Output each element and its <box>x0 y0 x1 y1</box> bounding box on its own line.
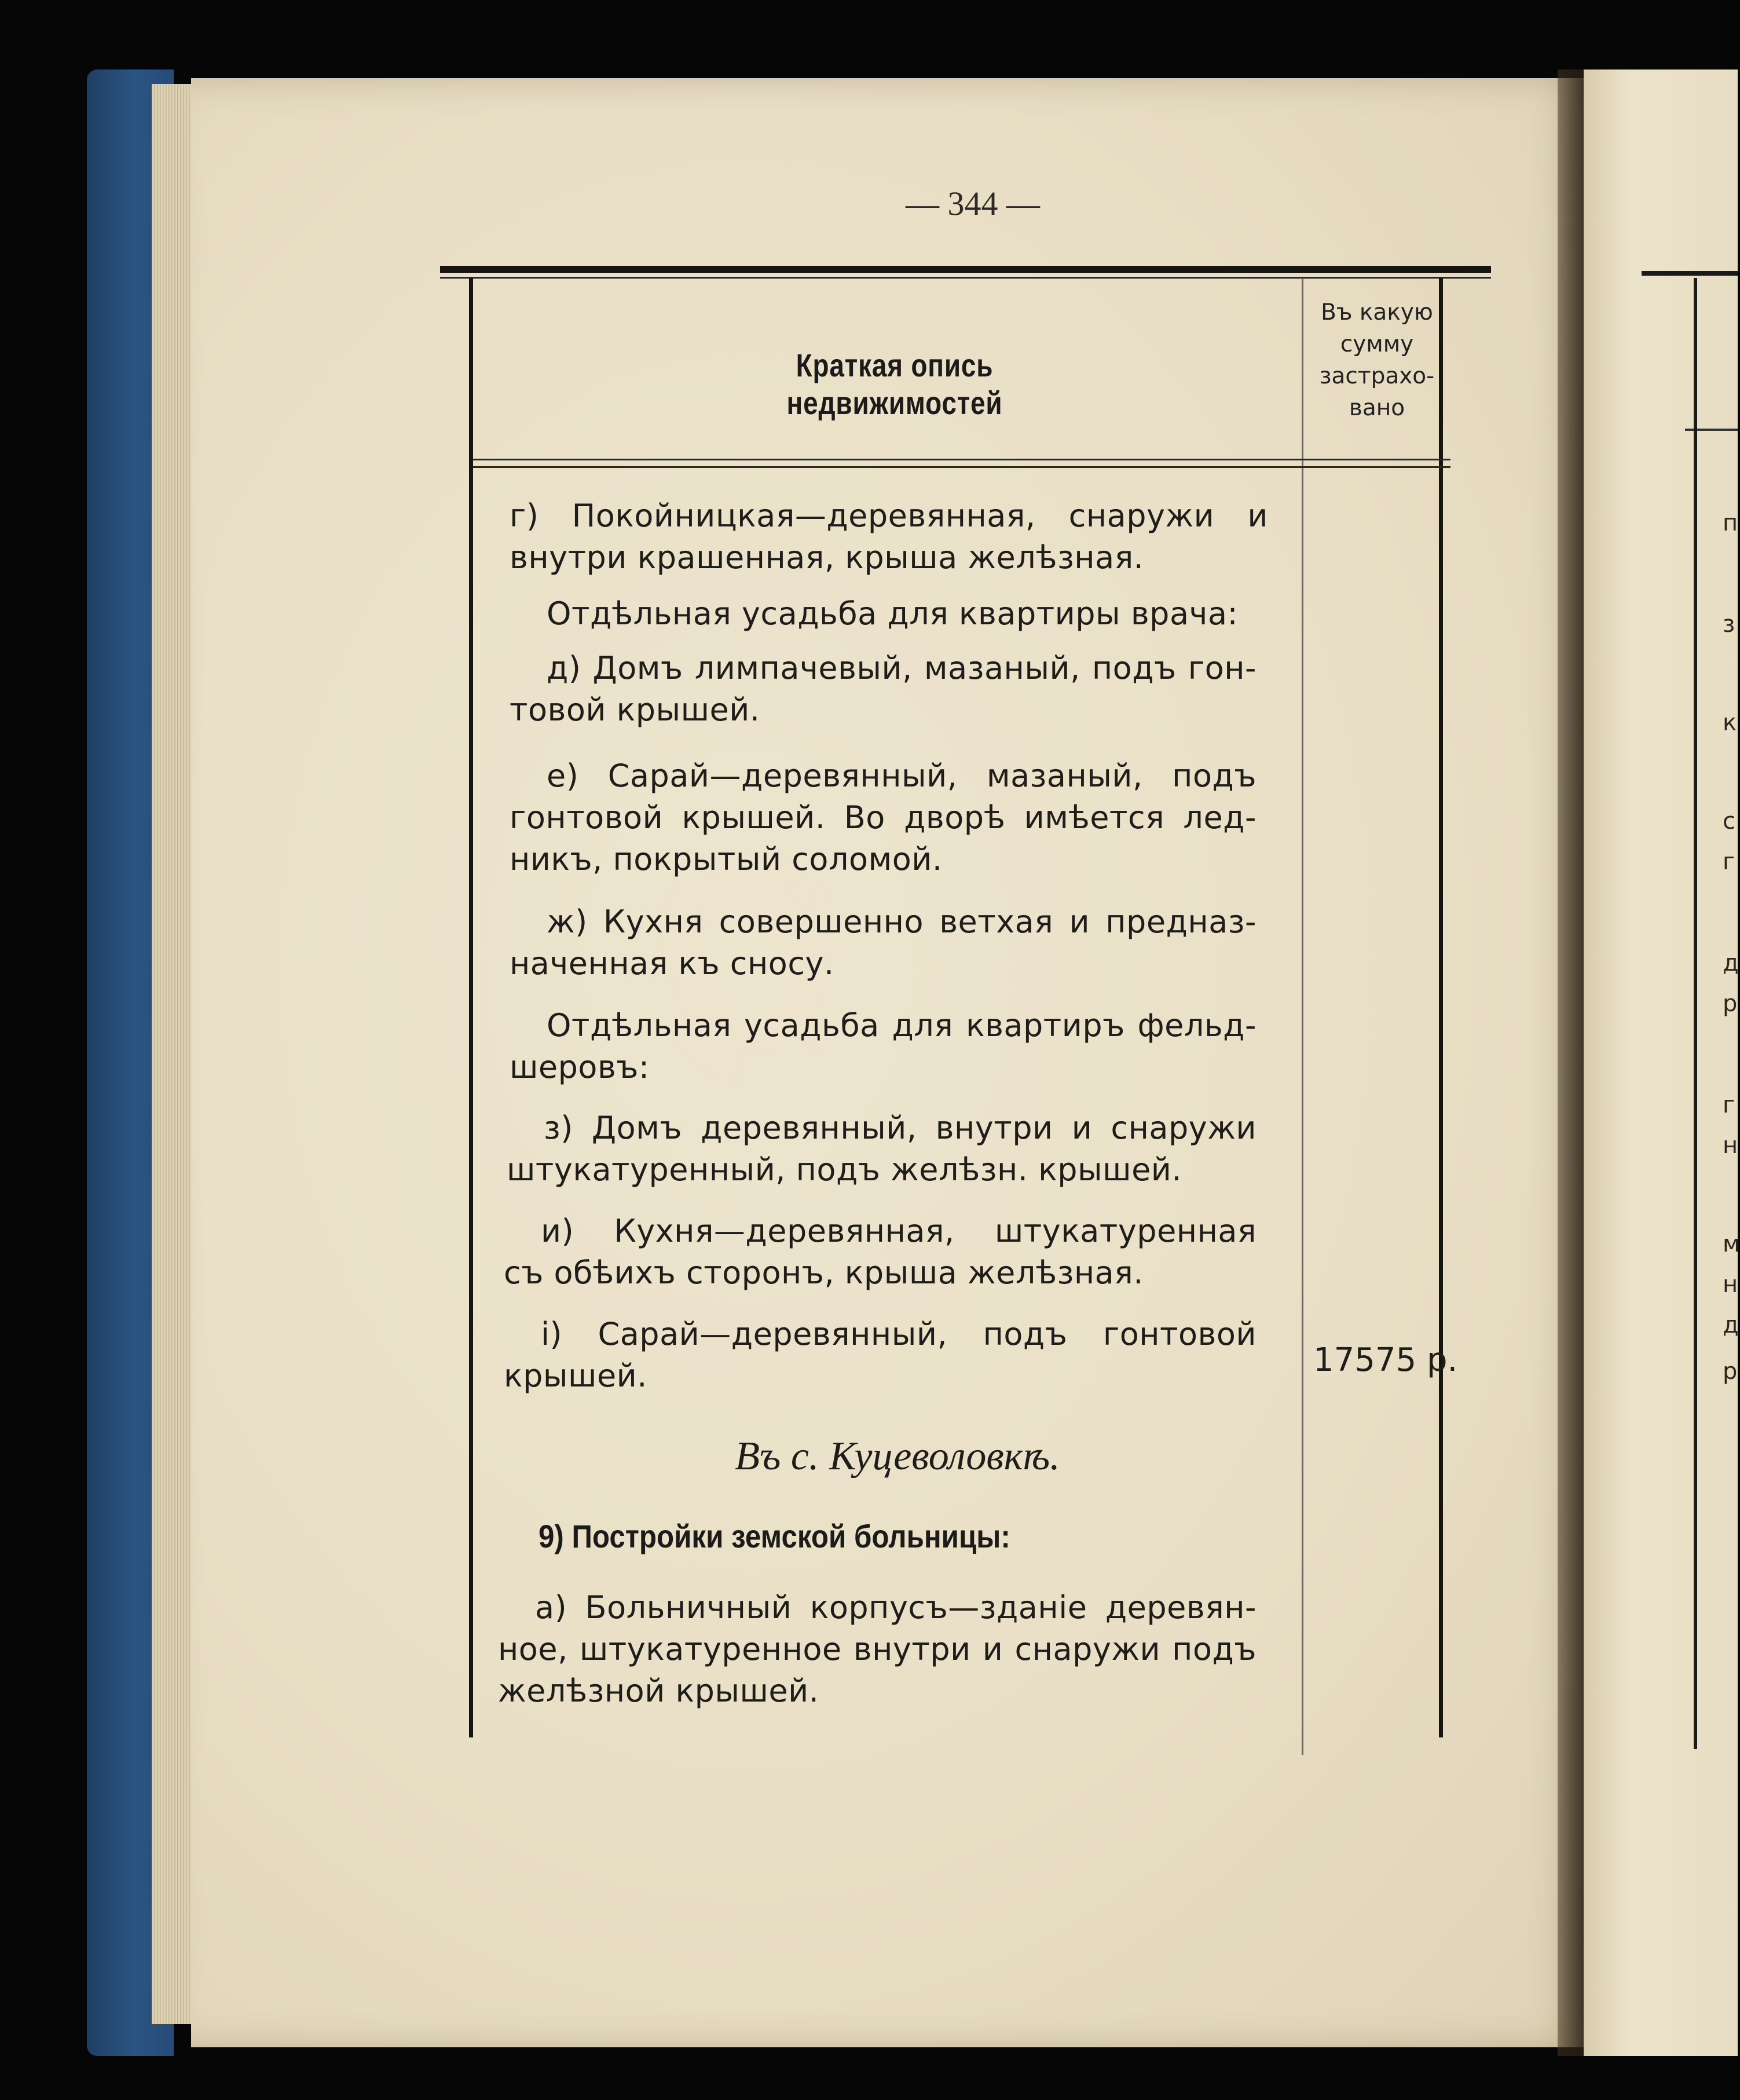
table-right-border <box>1439 278 1443 1737</box>
sum-column-line: Въ какую <box>1321 299 1433 325</box>
entry-d <box>510 647 1257 731</box>
table-top-rule <box>440 266 1491 273</box>
entry-line: внутри крашенная, крыша желѣзная. <box>510 539 1144 576</box>
entry-line: гонтовой крышей. Во дворѣ имѣется лед- <box>510 799 1257 836</box>
page-number: — 344 — <box>906 185 1040 222</box>
entry-line: і) Сарай—деревянный, подъ гонтовой <box>541 1316 1257 1352</box>
section-title: 9) Постройки земской больницы: <box>539 1518 1010 1554</box>
sum-column-line: сумму <box>1340 331 1414 357</box>
right-page-fragment: м <box>1723 1231 1740 1257</box>
entry-feldsher-estate <box>510 1005 1257 1088</box>
right-page-fragment: д <box>1723 950 1739 976</box>
right-page-fragment: р <box>1723 1358 1738 1385</box>
entry-line: Отдѣльная усадьба для квартиры врача: <box>547 595 1239 632</box>
table-left-border <box>469 278 473 1737</box>
right-page-fragment: д <box>1723 1312 1739 1338</box>
right-page-fragment: с <box>1723 808 1735 835</box>
right-page-fragment: г <box>1723 1092 1735 1118</box>
sum-column-line: вано <box>1349 395 1405 421</box>
entry-line: шеровъ: <box>510 1049 650 1085</box>
entry-line: а) Больничный корпусъ—зданіе деревян- <box>535 1589 1257 1626</box>
entry-z <box>507 1107 1257 1191</box>
entry-line: никъ, покрытый соломой. <box>510 841 943 877</box>
insured-amount: 17575 р. <box>1313 1341 1458 1379</box>
entry-doctor-estate <box>547 593 1308 635</box>
right-page-rule <box>1642 271 1738 276</box>
right-page-edge <box>1584 69 1738 2056</box>
right-page-column-line <box>1694 278 1697 1749</box>
entry-line: наченная къ сносу. <box>510 945 834 982</box>
right-page-fragment: к <box>1723 709 1737 736</box>
village-heading: Въ с. Куцеволовкѣ. <box>735 1434 1060 1479</box>
entry-i-decimal <box>504 1314 1257 1397</box>
entry-line: ное, штукатуренное внутри и снаружи подъ <box>498 1631 1257 1667</box>
right-page-fragment: п <box>1723 510 1738 536</box>
entry-line: е) Сарай—деревянный, мазаный, подъ <box>547 758 1257 794</box>
entry-line: г) Покойницкая—деревянная, снаружи и <box>510 497 1268 534</box>
entry-line: желѣзной крышей. <box>498 1673 819 1709</box>
section-entry-a <box>498 1587 1257 1712</box>
table-header-rule <box>473 459 1450 460</box>
entry-e <box>510 755 1257 880</box>
sum-column-line: застрахо- <box>1319 363 1435 389</box>
entry-line: з) Домъ деревянный, внутри и снаружи <box>544 1110 1257 1146</box>
entry-line: съ обѣихъ сторонъ, крыша желѣзная. <box>504 1254 1144 1291</box>
entry-zh <box>510 901 1257 985</box>
right-page-fragment: н <box>1723 1271 1738 1298</box>
bleed-through-text <box>1123 316 1131 357</box>
entry-line: товой крышей. <box>510 692 760 728</box>
right-page-fragment: г <box>1723 848 1735 875</box>
entry-line: и) Кухня—деревянная, штукатуренная <box>541 1213 1257 1249</box>
table-top-rule-thin <box>440 277 1491 279</box>
right-page-fragment: р <box>1723 990 1738 1017</box>
entry-line: д) Домъ лимпачевый, мазаный, подъ гон- <box>547 650 1257 686</box>
table-header-title: Краткая опись недвижимостей <box>786 347 1003 421</box>
right-page-fragment: н <box>1723 1132 1738 1159</box>
right-page-fragment: з <box>1723 611 1735 638</box>
entry-line: крышей. <box>504 1358 647 1394</box>
table-header-sum-column <box>1305 297 1449 424</box>
entry-line: штукатуренный, подъ желѣзн. крышей. <box>507 1151 1182 1188</box>
right-page-rule-mid <box>1685 429 1738 431</box>
table-column-divider <box>1302 278 1303 1755</box>
entry-line: Отдѣльная усадьба для квартиръ фельд- <box>547 1007 1257 1044</box>
entry-i <box>504 1210 1257 1294</box>
entry-line: ж) Кухня совершенно ветхая и предназ- <box>547 903 1257 940</box>
table-header-rule-2 <box>473 466 1450 468</box>
entry-g <box>510 495 1268 579</box>
